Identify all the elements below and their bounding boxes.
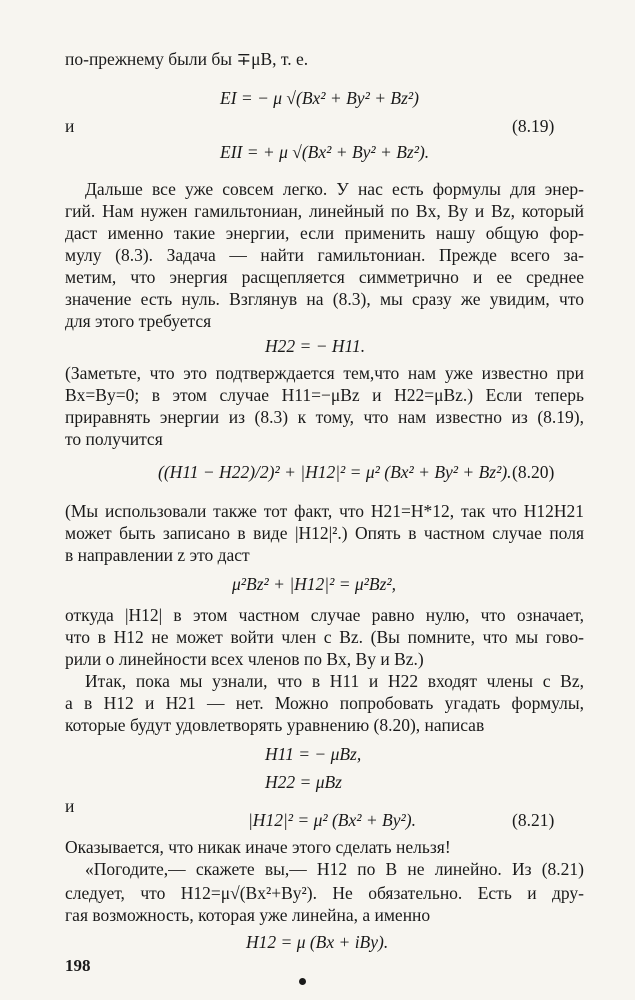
equation-H11: H11 = − μBz, — [265, 744, 362, 764]
equation-number: (8.21) — [512, 810, 555, 830]
text-line: а в H12 и H21 — нет. Можно попробовать угадать формулы, — [65, 693, 584, 713]
equation-8-20: ((H11 − H22)/2)² + |H12|² = μ² (Bx² + By² + Bz²). — [158, 462, 512, 482]
equation-EI: EI = − μ √(Bx² + By² + Bz²) — [220, 88, 419, 108]
text-line: (Мы использовали также тот факт, что H21=H*12, так что H12H21 — [65, 501, 584, 521]
equation-H22: H22 = − H11. — [265, 336, 366, 356]
text-line: мулу (8.3). Задача — найти гамильтониан. Прежде всего за- — [65, 245, 584, 265]
conjunction-and: и — [65, 796, 75, 816]
equation-H22-b: H22 = μBz — [265, 772, 342, 792]
text-line: следует, что H12=μ√(Bx²+By²). Не обязательно. Есть и дру- — [65, 883, 584, 903]
text-line: метим, что энергия расщепляется симметрично и ее среднее — [65, 267, 584, 287]
text-line: Итак, пока мы узнали, что в H11 и H22 входят члены с Bz, — [85, 671, 584, 691]
text-line: рили о линейности всех членов по Bx, By и Bz.) — [65, 649, 424, 669]
text-line: Оказывается, что никак иначе этого сделать нельзя! — [65, 837, 451, 857]
text-line: Дальше все уже совсем легко. У нас есть формулы для энер- — [85, 179, 584, 199]
conjunction-and: и — [65, 116, 75, 136]
text-line: значение есть нуль. Взглянув на (8.3), мы сразу же увидим, что — [65, 289, 584, 309]
equation-8-21: |H12|² = μ² (Bx² + By²). — [248, 810, 416, 830]
equation-EII: EII = + μ √(Bx² + By² + Bz²). — [220, 142, 430, 162]
text-line: гий. Нам нужен гамильтониан, линейный по Bx, By и Bz, который — [65, 201, 584, 221]
text-line: приравнять энергии из (8.3) к тому, что нам известно из (8.19), — [65, 407, 584, 427]
text-line: по-прежнему были бы ∓μB, т. е. — [65, 49, 309, 69]
page-number: 198 — [65, 956, 91, 975]
text-line: откуда |H12| в этом частном случае равно нулю, что означает, — [65, 605, 584, 625]
text-line: (Заметьте, что это подтверждается тем,что нам уже известно при — [65, 363, 584, 383]
text-line: для этого требуется — [65, 311, 212, 331]
text-line: может быть записано в виде |H12|².) Опять в частном случае поля — [65, 523, 584, 543]
text-line: Bx=By=0; в этом случае H11=−μBz и H22=μBz.) Если теперь — [65, 385, 584, 405]
text-line: в направлении z это даст — [65, 545, 250, 565]
equation-H12-final: H12 = μ (Bx + iBy). — [246, 932, 389, 952]
text-line: «Погодите,— скажете вы,— H12 по B не линейно. Из (8.21) — [85, 859, 584, 879]
equation-mu2: μ²Bz² + |H12|² = μ²Bz², — [232, 574, 397, 594]
text-line: что в H12 не может войти член с Bz. (Вы помните, что мы гово- — [65, 627, 584, 647]
text-line: то получится — [65, 429, 163, 449]
decorative-dot — [299, 978, 306, 985]
text-line: которые будут удовлетворять уравнению (8.20), написав — [65, 715, 485, 735]
text-line: гая возможность, которая уже линейна, а именно — [65, 905, 431, 925]
equation-number: (8.20) — [512, 462, 555, 482]
text-line: даст именно такие энергии, если применить нашу общую фор- — [65, 223, 584, 243]
equation-number: (8.19) — [512, 116, 555, 136]
